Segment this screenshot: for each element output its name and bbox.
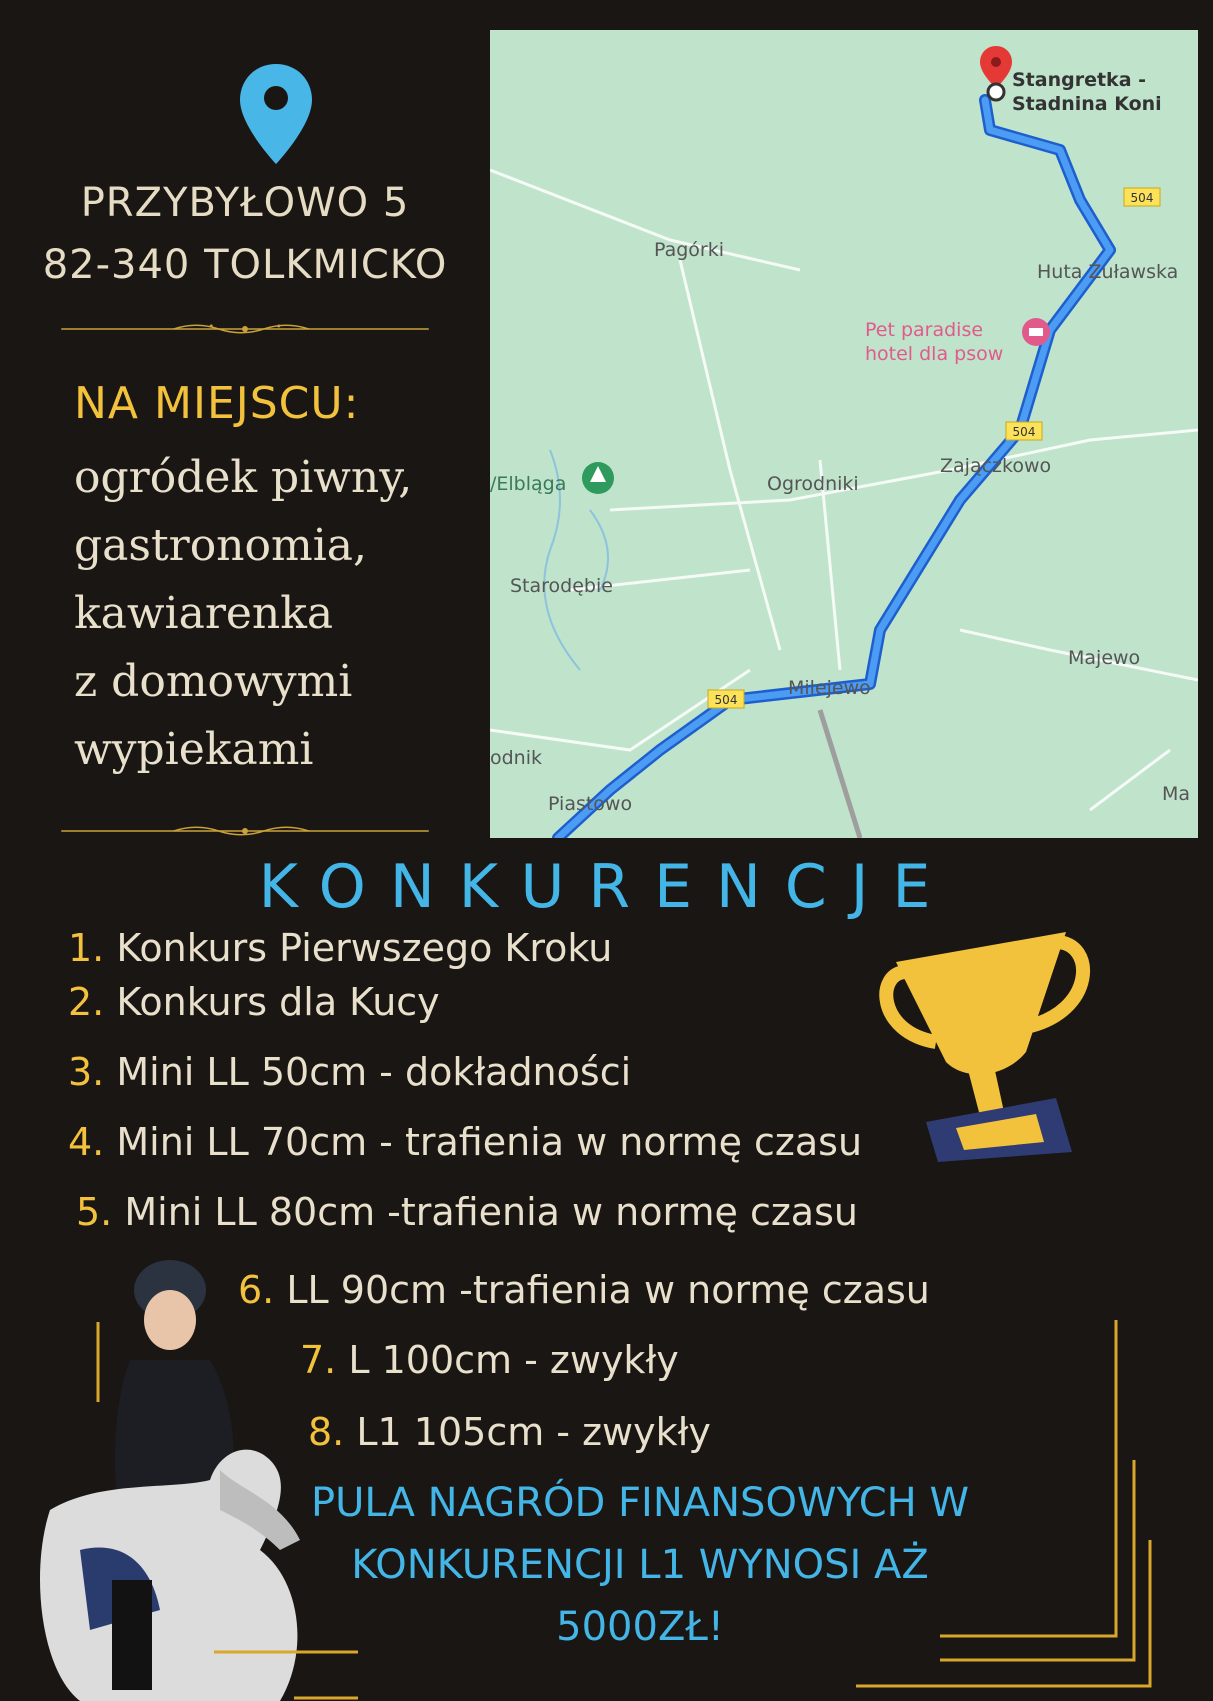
competitions-title: KONKURENCJE [258,852,955,922]
onsite-item: ogródek piwny, [74,452,413,503]
ornament-divider [0,822,490,840]
competition-item: 2. Konkurs dla Kucy [68,980,440,1024]
competition-item: 1. Konkurs Pierwszego Kroku [68,926,613,970]
prize-announcement [300,1472,980,1658]
place-label: /Elbląga [490,473,567,495]
prize-line: KONKURENCJI L1 WYNOSI AŻ [351,1542,929,1588]
address-city: 82-340 TOLKMICKO [42,242,448,288]
address-street: PRZYBYŁOWO 5 [80,180,410,226]
onsite-item: wypiekami [74,724,314,775]
poi-label: Pet paradise [865,319,984,341]
competition-item: 7. L 100cm - zwykły [300,1338,679,1382]
place-label: Pagórki [654,239,725,261]
ornament-divider [0,320,490,338]
place-label: Zajączkowo [940,455,1052,477]
poi-label: hotel dla psow [865,343,1004,365]
place-label: Huta Żuławska [1037,261,1179,283]
place-label: Ogrodniki [767,473,859,495]
competition-item: 4. Mini LL 70cm - trafienia w normę czasu [68,1120,863,1164]
road-shield: 504 [714,693,738,707]
prize-line: PULA NAGRÓD FINANSOWYCH W [310,1480,969,1526]
place-label: Milejewo [788,677,871,699]
destination-label: Stadnina Koni [1012,93,1162,115]
place-label: Starodębie [510,575,613,597]
place-label: Piastowo [548,793,633,815]
place-label: Ma [1162,783,1191,805]
competition-item: 3. Mini LL 50cm - dokładności [68,1050,632,1094]
location-pin-icon [238,62,314,166]
destination-label: Stangretka - [1012,69,1147,91]
onsite-item: gastronomia, [74,520,368,571]
road-shield: 504 [1130,191,1154,205]
place-label: odnik [490,747,543,769]
competition-item: 8. L1 105cm - zwykły [308,1410,711,1454]
competition-item: 6. LL 90cm -trafienia w normę czasu [238,1268,930,1312]
map-canvas [490,30,1198,838]
onsite-item: z domowymi [74,656,353,707]
trophy-icon [876,902,1106,1162]
prize-amount: 5000ZŁ! [556,1604,724,1650]
onsite-item: kawiarenka [74,588,334,639]
route-map[interactable] [490,30,1198,838]
competition-item: 5. Mini LL 80cm -trafienia w normę czasu [76,1190,858,1234]
road-shield: 504 [1012,425,1036,439]
place-label: Majewo [1068,647,1141,669]
onsite-title: NA MIEJSCU: [74,378,360,429]
